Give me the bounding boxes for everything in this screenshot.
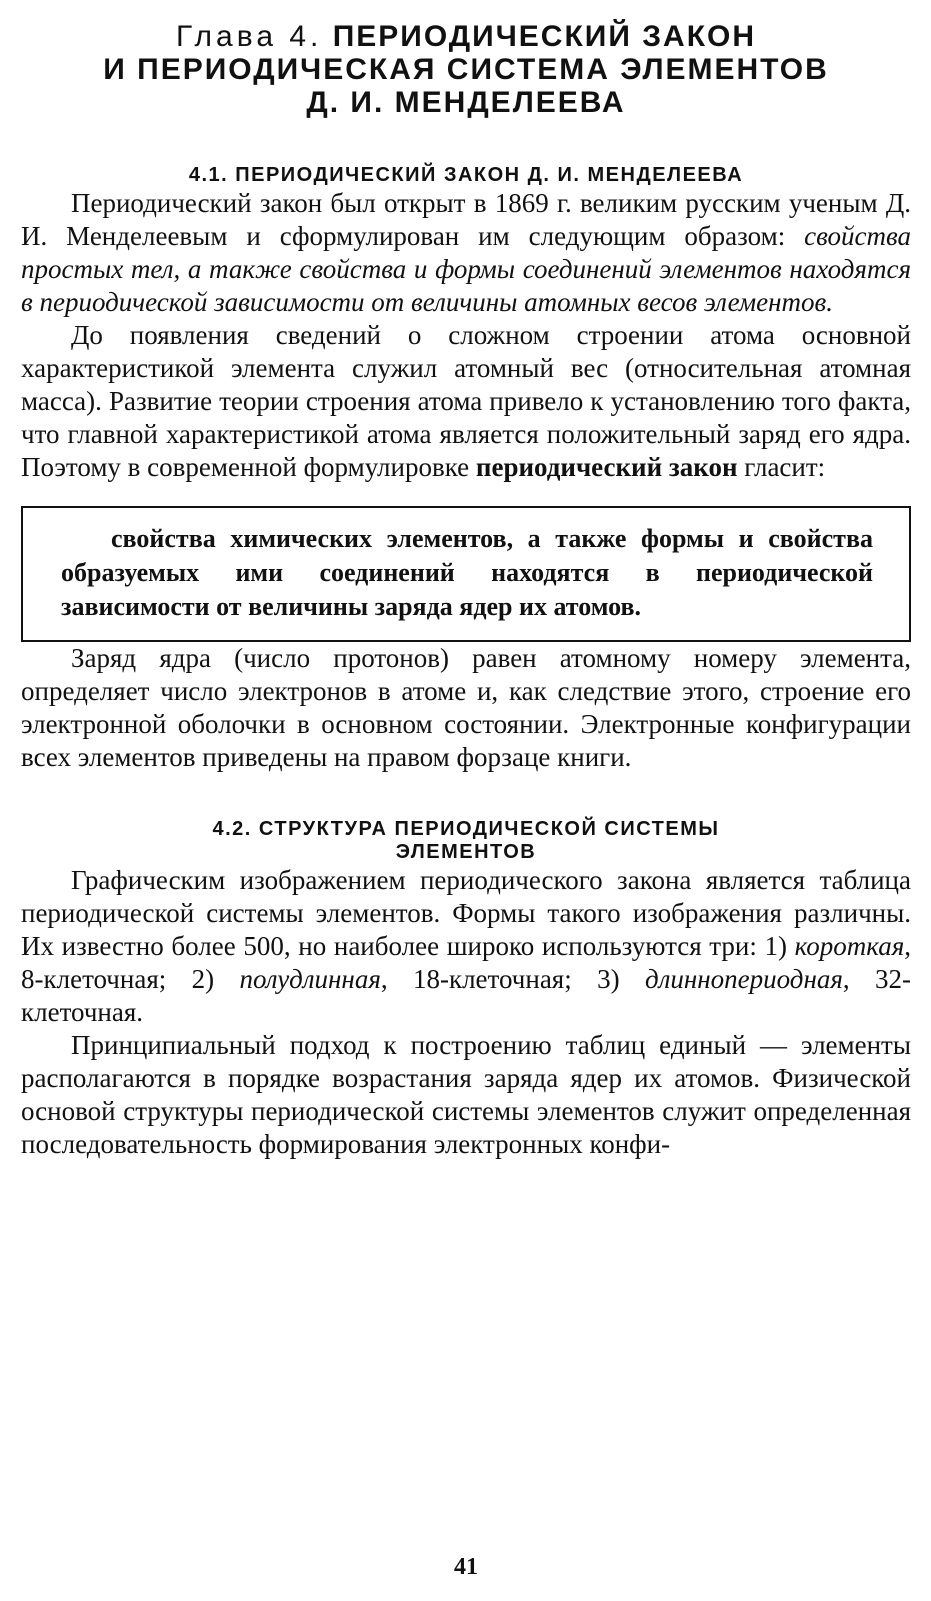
chapter-label: Глава 4. [175, 20, 323, 53]
book-page [21, 20, 911, 1580]
paragraph-text: , 18-клеточная; 3) [380, 964, 645, 994]
term-short-form: короткая [794, 931, 905, 961]
section-title-4-2 [21, 818, 911, 864]
paragraph-table-forms [21, 864, 911, 1029]
section-title-line1: 4.2. СТРУКТУРА ПЕРИОДИЧЕСКОЙ СИСТЕМЫ [212, 818, 720, 840]
paragraph-law-discovery [21, 187, 911, 319]
term-long-period-form: длиннопериодная [644, 964, 843, 994]
page-number: 41 [454, 1554, 478, 1580]
paragraph-construction-principle: Принципиальный подход к построению таблиц единый — элементы располагаются в порядке возрастания заряда ядер их атомов. Физической основой структуры периодической системы элементов служит определенная последовательность формирования электронных конфи- [21, 1030, 911, 1159]
paragraph-text: Периодический закон был открыт в 1869 г. великим русским ученым Д. И. Менделеевым и сформулирован им следующим образом: [21, 188, 911, 251]
chapter-title-line1: ПЕРИОДИЧЕСКИЙ ЗАКОН [332, 20, 757, 53]
paragraph-text: , 32-клеточная. [21, 964, 911, 1027]
chapter-title-line2: И ПЕРИОДИЧЕСКАЯ СИСТЕМА ЭЛЕМЕНТОВ [103, 53, 829, 86]
paragraph-text: гласит: [737, 452, 826, 482]
chapter-title [21, 20, 911, 119]
chapter-title-line3: Д. И. МЕНДЕЛЕЕВА [306, 86, 626, 119]
section-title-4-1: 4.1. ПЕРИОДИЧЕСКИЙ ЗАКОН Д. И. МЕНДЕЛЕЕВА [188, 164, 744, 186]
modern-law-formulation: свойства химических элементов, а также формы и свойства образуемых ими соединений находятся в периодической зависимости от величины заряда ядер их атомов. [61, 524, 873, 621]
section-title-line2: ЭЛЕМЕНТОВ [395, 841, 537, 863]
paragraph-text: , 8-клеточная; 2) [21, 931, 911, 994]
paragraph-text: Графическим изображением периодического закона является таблица периодической системы элементов. Формы такого изображения различны. Их известно более 500, но наиболее широко используются три: 1) [21, 865, 911, 961]
periodic-law-box [21, 506, 911, 642]
paragraph-atomic-weight [21, 319, 911, 484]
term-periodic-law: периодический закон [475, 452, 738, 482]
paragraph-nuclear-charge: Заряд ядра (число протонов) равен атомному номеру элемента, определяет число электронов в атоме и, как следствие этого, строение его электронной оболочки в основном состоянии. Электронные конфигурации всех элементов приведены на правом форзаце книги. [21, 643, 911, 772]
original-law-formulation: свойства простых тел, а также свойства и формы соединений элементов находятся в периодической зависимости от величины атомных весов элементов. [21, 221, 911, 317]
paragraph-text: До появления сведений о сложном строении атома основной характеристикой элемента служил атомный вес (относительная атомная масса). Развитие теории строения атома привело к установлению того факта, что главной характеристикой атома является положительный заряд его ядра. Поэтому в современной формулировке [21, 320, 911, 482]
term-semi-long-form: полудлинная [239, 964, 381, 994]
